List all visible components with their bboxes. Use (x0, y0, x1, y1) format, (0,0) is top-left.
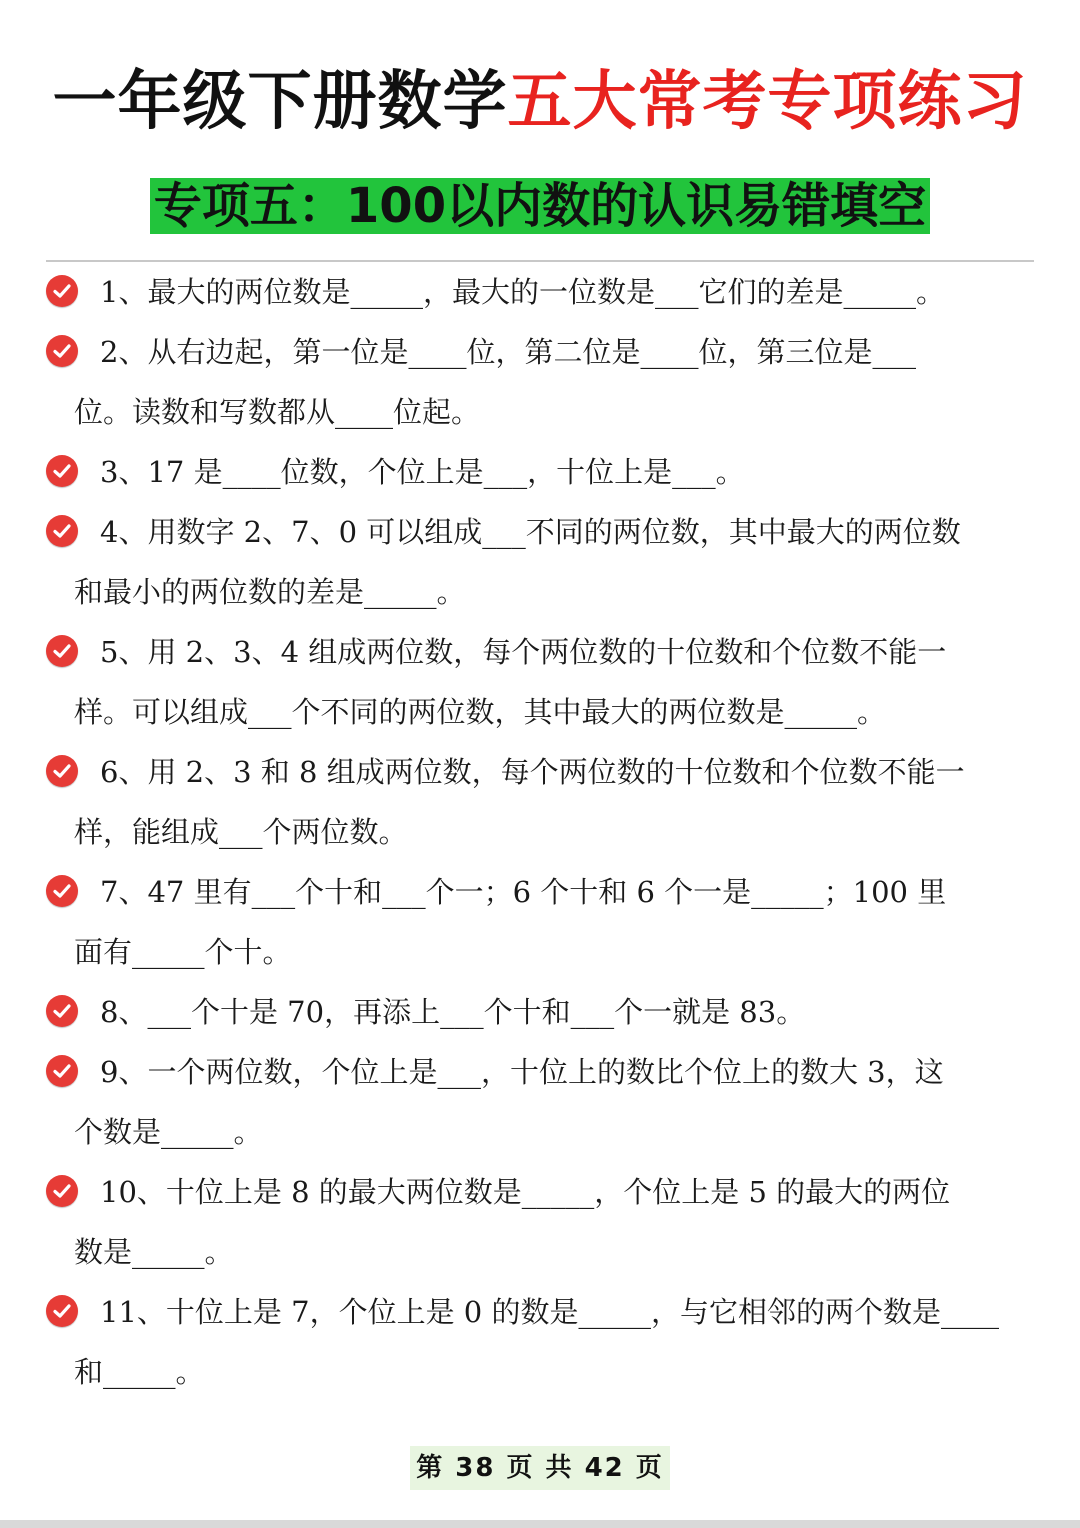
question-text: 5、用 2、3、4 组成两位数，每个两位数的十位数和个位数不能一 (100, 635, 947, 669)
check-circle-icon (46, 635, 78, 667)
question-text: 6、用 2、3 和 8 组成两位数，每个两位数的十位数和个位数不能一 (100, 755, 965, 789)
question-text: 3、17 是____位数，个位上是___，十位上是___。 (100, 455, 745, 489)
question-text: 7、47 里有___个十和___个一；6 个十和 6 个一是_____；100 里 (100, 875, 947, 909)
title-part-black: 一年级下册数学 (52, 65, 508, 139)
question-item (0, 502, 1080, 622)
question-text-continued: 面有_____个十。 (74, 935, 292, 969)
question-text-continued: 数是_____。 (74, 1235, 234, 1269)
title-part-red: 五大常考专项练习 (507, 65, 1028, 139)
bottom-border (0, 1520, 1080, 1528)
question-item (0, 322, 1080, 442)
question-text: 1、最大的两位数是_____，最大的一位数是___它们的差是_____。 (100, 275, 945, 309)
question-text: 8、___个十是 70，再添上___个十和___个一就是 83。 (100, 995, 806, 1029)
question-text: 4、用数字 2、7、0 可以组成___不同的两位数，其中最大的两位数 (100, 515, 961, 549)
page-title (0, 62, 1080, 142)
question-text-continued: 和最小的两位数的差是_____。 (74, 575, 466, 609)
question-text: 2、从右边起，第一位是____位，第二位是____位，第三位是___ (100, 335, 916, 369)
question-item (0, 1042, 1080, 1162)
check-circle-icon (46, 515, 78, 547)
question-item (0, 862, 1080, 982)
check-circle-icon (46, 755, 78, 787)
question-list (0, 262, 1080, 1402)
question-text-continued: 个数是_____。 (74, 1115, 263, 1149)
check-circle-icon (46, 455, 78, 487)
question-text-continued: 样，能组成___个两位数。 (74, 815, 408, 849)
question-item (0, 262, 1080, 322)
question-item (0, 742, 1080, 862)
question-item (0, 982, 1080, 1042)
question-text-continued: 和_____。 (74, 1355, 205, 1389)
page-number: 第 38 页 共 42 页 (410, 1446, 670, 1490)
check-circle-icon (46, 875, 78, 907)
question-text-continued: 位。读数和写数都从____位起。 (74, 395, 481, 429)
question-item (0, 622, 1080, 742)
check-circle-icon (46, 335, 78, 367)
question-text: 10、十位上是 8 的最大两位数是_____，个位上是 5 的最大的两位 (100, 1175, 951, 1209)
question-item (0, 442, 1080, 502)
question-text: 9、一个两位数，个位上是___，十位上的数比个位上的数大 3，这 (100, 1055, 944, 1089)
section-subtitle: 专项五：100以内数的认识易错填空 (150, 178, 930, 234)
question-text-continued: 样。可以组成___个不同的两位数，其中最大的两位数是_____。 (74, 695, 887, 729)
question-text: 11、十位上是 7，个位上是 0 的数是_____，与它相邻的两个数是____ (100, 1295, 999, 1329)
check-circle-icon (46, 1055, 78, 1087)
check-circle-icon (46, 995, 78, 1027)
check-circle-icon (46, 1295, 78, 1327)
check-circle-icon (46, 275, 78, 307)
question-item (0, 1162, 1080, 1282)
question-item (0, 1282, 1080, 1402)
check-circle-icon (46, 1175, 78, 1207)
